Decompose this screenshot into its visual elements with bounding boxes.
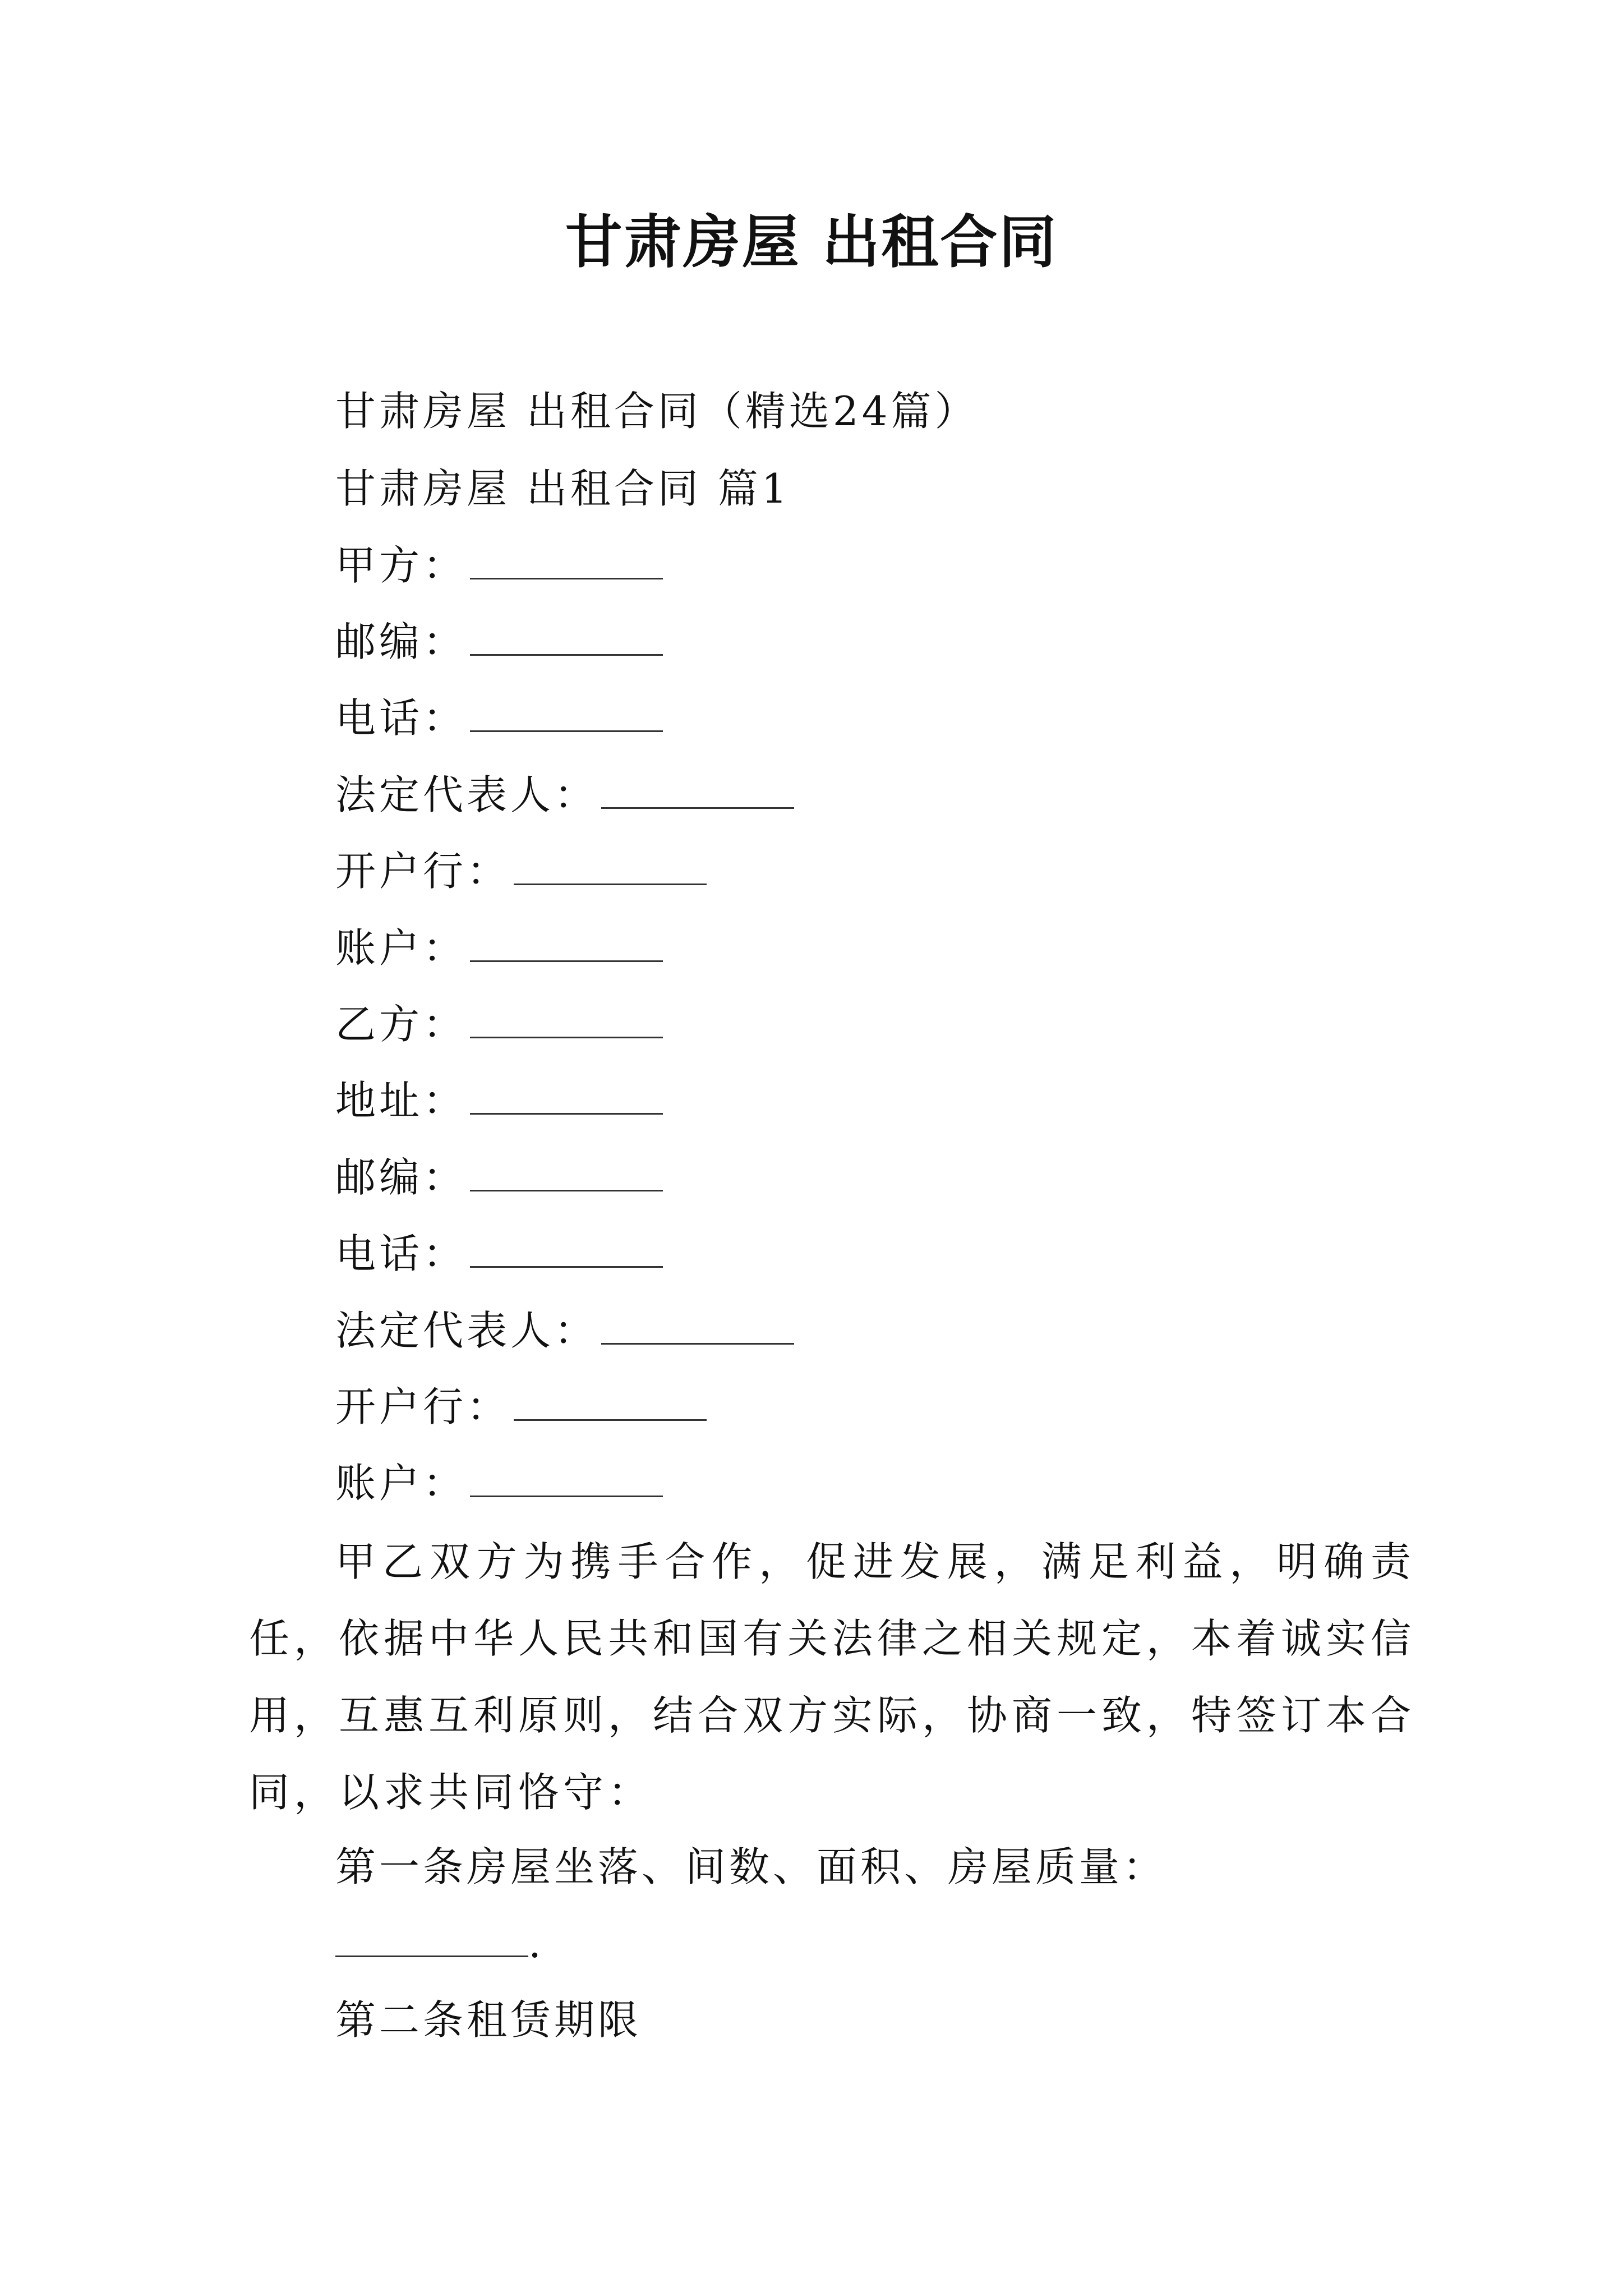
party-b-postcode-label: 邮编： [335,1154,467,1201]
party-a-label: 甲方： [335,542,467,589]
party-b-phone-label: 电话： [335,1230,467,1277]
intro-paragraph: 甲乙双方为携手合作，促进发展，满足利益，明确责任，依据中华人民共和国有关法律之相关规定，本着诚实信用，互惠互利原则，结合双方实际，协商一致，特签订本合同，以求共同恪守： [249,1538,1416,1816]
party-b-field [335,996,663,1052]
section-heading: 甘肃房屋 出租合同 篇1 [335,465,791,512]
party-b-account-blank[interactable] [470,1463,663,1497]
party-b-bank-field [335,1379,707,1435]
party-a-legal-rep-blank[interactable] [601,775,794,809]
party-a-blank[interactable] [470,545,663,579]
party-b-legal-rep-label: 法定代表人： [335,1307,598,1354]
party-a-legal-rep-field [335,767,794,823]
article-1-period: . [528,1920,545,1967]
party-a-bank-field [335,843,707,899]
party-b-address-label: 地址： [335,1077,467,1124]
party-a-bank-label: 开户行： [335,848,511,895]
party-b-postcode-blank[interactable] [470,1157,663,1191]
party-a-phone-blank[interactable] [470,698,663,732]
party-b-account-field [335,1455,663,1511]
document-subtitle: 甘肃房屋 出租合同（精选24篇） [335,388,979,435]
party-b-label: 乙方： [335,1001,467,1048]
article-2-heading: 第二条租赁期限 [335,1996,642,2044]
party-a-postcode-field [335,614,663,670]
party-b-address-blank[interactable] [470,1080,663,1115]
party-b-blank[interactable] [470,1004,663,1038]
party-b-postcode-field [335,1149,663,1205]
party-b-legal-rep-field [335,1303,794,1359]
party-a-account-field [335,920,663,976]
party-a-bank-blank[interactable] [514,851,707,885]
party-b-legal-rep-blank[interactable] [601,1310,794,1345]
party-a-postcode-blank[interactable] [470,622,663,656]
party-a-phone-label: 电话： [335,694,467,742]
party-a-field [335,537,663,593]
party-b-address-field [335,1073,663,1129]
party-b-bank-blank[interactable] [514,1387,707,1421]
party-b-account-label: 账户： [335,1460,467,1507]
party-a-account-label: 账户： [335,924,467,972]
party-b-phone-blank[interactable] [470,1234,663,1268]
party-b-bank-label: 开户行： [335,1383,511,1430]
party-a-postcode-label: 邮编： [335,618,467,665]
party-a-account-blank[interactable] [470,928,663,962]
article-1-blank[interactable] [335,1923,528,1957]
party-a-phone-field [335,690,663,746]
article-1-blank-line [335,1915,545,1971]
party-a-legal-rep-label: 法定代表人： [335,771,598,818]
article-1-heading: 第一条房屋坐落、间数、面积、房屋质量： [335,1843,1167,1890]
document-title: 甘肃房屋 出租合同 [565,209,1058,276]
party-b-phone-field [335,1226,663,1282]
